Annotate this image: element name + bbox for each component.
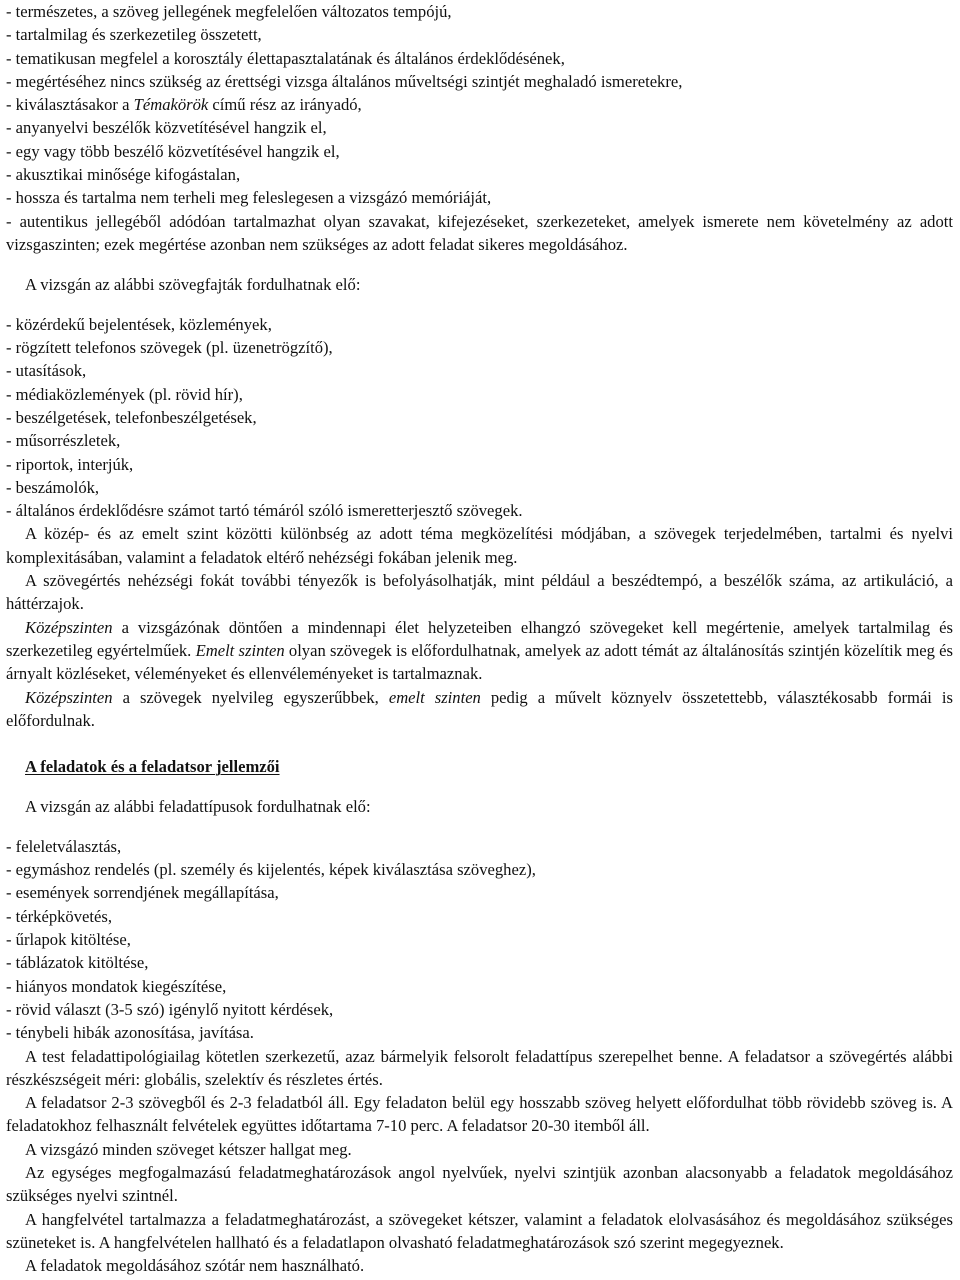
list-item: - közérdekű bejelentések, közlemények, (6, 314, 272, 334)
list-item: - események sorrendjének megállapítása, (6, 883, 279, 903)
paragraph-text: pedig a művelt köznyelv összetettebb, választékosabb formái is előfordulnak. (6, 687, 953, 730)
list-item: - beszélgetések, telefonbeszélgetések, (6, 407, 257, 427)
list-item: - hiányos mondatok kiegészítése, (6, 976, 227, 996)
paragraph-levels (6, 616, 953, 686)
task-types-list (6, 835, 953, 1045)
list-item: - táblázatok kitöltése, (6, 953, 149, 973)
emphasis-text: Középszinten (25, 687, 113, 707)
list-item: - tematikusan megfelel a korosztály élettapasztalatának és általános érdeklődésének, (6, 48, 565, 68)
list-item: - űrlapok kitöltése, (6, 930, 131, 950)
emphasis-text: emelt szinten (388, 687, 481, 707)
paragraph-test-structure: A test feladattipológiailag kötetlen szerkezetű, azaz bármelyik felsorolt feladattípus szerepelhet benne. A feladatsor a szövegértés alábbi részkészségeit méri: globális, szelektív és részletes értés. (6, 1046, 953, 1089)
list-item (6, 93, 953, 116)
list-item: - hossza és tartalma nem terheli meg feleslegesen a vizsgázó memóriáját, (6, 188, 492, 208)
list-item: - műsorrészletek, (6, 431, 121, 451)
list-item: - beszámolók, (6, 477, 100, 497)
paragraph-text: a szövegek nyelvileg egyszerűbbek, (112, 687, 389, 707)
paragraph-difficulty: A szövegértés nehézségi fokát további tényezők is befolyásolhatják, mint például a beszédtempó, a beszélők száma, az artikuláció, a háttérzajok. (6, 571, 953, 614)
text-types-intro: A vizsgán az alábbi szövegfajták fordulhatnak elő: (25, 274, 361, 294)
text-types-list (6, 313, 953, 523)
paragraph-recording: A hangfelvétel tartalmazza a feladatmeghatározást, a szövegeket kétszer, valamint a feladatok elolvasásához és megoldásához szükséges szüneteket is. A hangfelvételen hallható és a feladatlapon olvasható feladatmeghatározások szó szerint megegyeznek. (6, 1209, 953, 1252)
section-spacer (6, 732, 953, 755)
paragraph-instructions: Az egységes megfogalmazású feladatmeghatározások angol nyelvűek, nyelvi szintjük azonban alacsonyabb a feladatok megoldásához szükséges nyelvi szintnél. (6, 1163, 953, 1206)
section-heading: A feladatok és a feladatsor jellemzői (25, 757, 280, 777)
list-item: - feleletválasztás, (6, 836, 122, 856)
list-item: - riportok, interjúk, (6, 454, 134, 474)
paragraph-text: a vizsgázónak döntően a mindennapi élet helyzeteiben elhangzó szövegeket kell megértenie, amelyek tartalmilag és szerkezetileg egyértelműek. (6, 617, 953, 660)
paragraph-language (6, 686, 953, 733)
list-item: - megértéséhez nincs szükség az érettségi vizsga általános műveltségi szintjét meghaladó ismeretekre, (6, 71, 683, 91)
list-item: - rögzített telefonos szövegek (pl. üzenetrögzítő), (6, 338, 333, 358)
list-item: - ténybeli hibák azonosítása, javítása. (6, 1023, 254, 1043)
emphasis-text: Középszinten (25, 617, 113, 637)
list-item: - tartalmilag és szerkezetileg összetett, (6, 25, 262, 45)
list-item: - anyanyelvi beszélők közvetítésével hangzik el, (6, 118, 327, 138)
list-item: - autentikus jellegéből adódóan tartalmazhat olyan szavakat, kifejezéseket, szerkezeteket, amelyek ismerete nem követelmény az adott vizsgaszinten; ezek megértése azonban nem szükséges az adott feladat sikeres megoldásához. (6, 211, 953, 254)
list-item: - egymáshoz rendelés (pl. személy és kijelentés, képek kiválasztása szöveghez), (6, 860, 536, 880)
paragraph-dictionary: A feladatok megoldásához szótár nem használható. (25, 1256, 365, 1276)
list-item: - egy vagy több beszélő közvetítésével hangzik el, (6, 141, 340, 161)
list-item-text: - kiválasztásakor a (6, 95, 134, 115)
list-item: - rövid választ (3-5 szó) igénylő nyitott kérdések, (6, 999, 334, 1019)
list-item: - térképkövetés, (6, 906, 112, 926)
task-types-intro: A vizsgán az alábbi feladattípusok fordulhatnak elő: (25, 796, 371, 816)
text-criteria-list (6, 0, 953, 256)
paragraph-listen-twice: A vizsgázó minden szöveget kétszer hallgat meg. (25, 1139, 352, 1159)
list-item: - általános érdeklődésre számot tartó témáról szóló ismeretterjesztő szövegek. (6, 501, 523, 521)
list-item: - akusztikai minősége kifogástalan, (6, 165, 241, 185)
paragraph-level-difference: A közép- és az emelt szint közötti különbség az adott téma megközelítési módjában, a szövegek terjedelmében, tartalmi és nyelvi komplexitásában, valamint a feladatok eltérő nehézségi fokában jelenik meg. (6, 524, 953, 567)
paragraph-test-composition: A feladatsor 2-3 szövegből és 2-3 feladatból áll. Egy feladaton belül egy hosszabb szöveg helyett előfordulhat több rövidebb szöveg is. A feladatokhoz felhasznált felvételek együttes időtartama 7-10 perc. A feladatsor 20-30 itemből áll. (6, 1093, 953, 1136)
list-item: - utasítások, (6, 361, 87, 381)
paragraph-text: olyan szövegek is előfordulhatnak, amelyek az adott témát az általánosítás szintjén közelítik meg és árnyalt közléseket, véleményeket és ellenvéleményeket is tartalmaznak. (6, 640, 953, 684)
list-item: - természetes, a szöveg jellegének megfelelően változatos tempójú, (6, 2, 452, 21)
list-item-emphasis: Témakörök (133, 95, 209, 115)
emphasis-text: Emelt szinten (195, 640, 285, 660)
list-item-text: című rész az irányadó, (208, 95, 362, 115)
list-item: - médiaközlemények (pl. rövid hír), (6, 384, 243, 404)
